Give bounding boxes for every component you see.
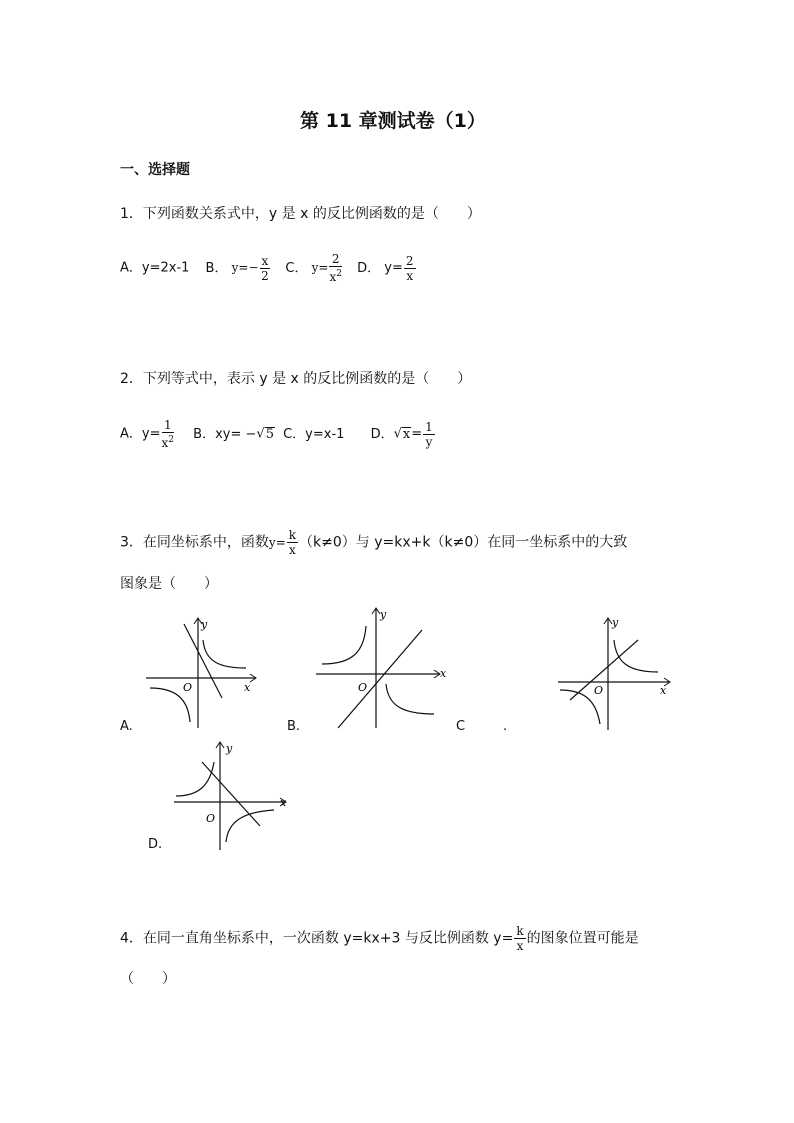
origin-label: O [358,681,368,694]
hyperbola-branch-q1 [203,640,246,668]
q1-option-c-label: C． [285,260,308,276]
graph-c-svg [552,612,676,734]
q2-option-d-label: D． [370,426,394,442]
fraction-numerator: 1 [425,419,433,434]
x-axis-label: x [440,667,447,680]
q1-option-c-prefix: y= [311,260,329,275]
q2-option-a-prefix: y= [141,426,161,442]
q2-option-c: C．y=x-1 [283,426,345,442]
hyperbola-branch-q2 [176,762,214,796]
y-axis-label: y [201,618,208,631]
origin-label: O [594,684,604,697]
q1-option-c-fraction [329,252,342,284]
page-title: 第 11 章测试卷（1） [300,110,486,132]
fraction-denominator: y [425,434,433,449]
fraction-numerator: 1 [162,418,175,433]
q2-option-a-fraction [162,418,175,450]
x-axis-label: x [660,684,667,697]
question-1-options [120,252,417,284]
q2-option-a-label: A． [120,426,142,442]
fraction-numerator: 2 [405,253,414,268]
graph-d-svg [170,738,294,854]
y-axis-label: y [380,608,387,621]
graph-option-c [552,612,676,734]
graph-option-b [310,604,450,734]
q4-stem-fraction [514,924,525,953]
fraction-numerator: 2 [329,252,342,267]
x-axis-label: x [244,681,251,694]
q3-stem-part-a: 3．在同坐标系中，函数 [120,534,269,551]
fraction-denominator: x [406,268,414,283]
option-b-label: B. [287,719,301,734]
question-4-stem-line-2: （ ） [120,971,176,987]
line-graph [338,630,422,728]
fraction-denominator [162,433,175,450]
q3-stem-func: y= [268,535,286,550]
denominator-base: x [161,436,169,450]
section-heading: 一、选择题 [120,162,190,178]
denominator-exponent: 2 [168,435,175,445]
graph-a-svg [140,612,260,732]
fraction-denominator: 2 [261,268,269,283]
q4-stem-part-a: 4．在同一直角坐标系中，一次函数 y=kx+3 与反比例函数 y= [120,930,514,947]
q2-option-b-radicand: 5 [265,426,274,442]
fraction-numerator: x [261,253,269,268]
q1-option-b-prefix: y=− [231,260,259,275]
sqrt-sign: √ [256,426,265,442]
y-axis-label: y [612,616,619,629]
question-1-stem: 1．下列函数关系式中，y 是 x 的反比例函数的是（ ） [120,206,481,222]
line-graph [570,640,638,700]
graph-option-a [140,612,260,732]
question-2-options [120,418,436,450]
q1-option-b-fraction [260,254,271,283]
q1-option-b-label: B． [205,260,228,276]
q2-option-d-radicand: x [402,426,411,442]
fraction-denominator [329,267,342,284]
fraction-numerator: k [516,924,524,938]
option-c-dot: . [503,719,508,734]
q1-option-d-label: D． [357,260,381,276]
fraction-denominator: x [289,543,296,557]
q1-option-d-fraction [404,254,416,283]
question-3-stem-line-2: 图象是（ ） [120,576,218,592]
graph-option-d [170,738,294,854]
q3-stem-part-b: （k≠0）与 y=kx+k（k≠0）在同一坐标系中的大致 [299,534,628,551]
denominator-base: x [329,270,337,284]
q2-option-b: B．xy= − [193,426,257,442]
option-d-label: D. [148,837,163,852]
q1-option-a: A．y=2x-1 [120,260,190,276]
graph-b-svg [310,604,450,734]
q3-stem-fraction [287,528,298,557]
hyperbola-branch-q2 [322,626,366,664]
fraction-denominator: x [516,939,524,953]
denominator-exponent: 2 [336,269,342,279]
hyperbola-branch-q4 [386,684,434,714]
y-axis-label: y [226,742,233,755]
q2-option-d-fraction [423,420,435,449]
fraction-numerator: k [288,528,297,542]
sqrt-sign: √ [393,426,402,442]
question-4-stem-line-1 [120,924,639,953]
option-c-label: C [456,719,466,734]
option-a-label: A. [120,719,133,734]
x-axis-label: x [280,796,287,809]
question-3-stem-line-1 [120,528,627,557]
q4-stem-part-b: 的图象位置可能是 [526,930,639,947]
origin-label: O [206,812,216,825]
origin-label: O [183,681,193,694]
q2-option-d-eq: = [411,426,423,442]
question-2-stem: 2．下列等式中，表示 y 是 x 的反比例函数的是（ ） [120,371,472,387]
q1-option-d-prefix: y= [384,260,403,276]
